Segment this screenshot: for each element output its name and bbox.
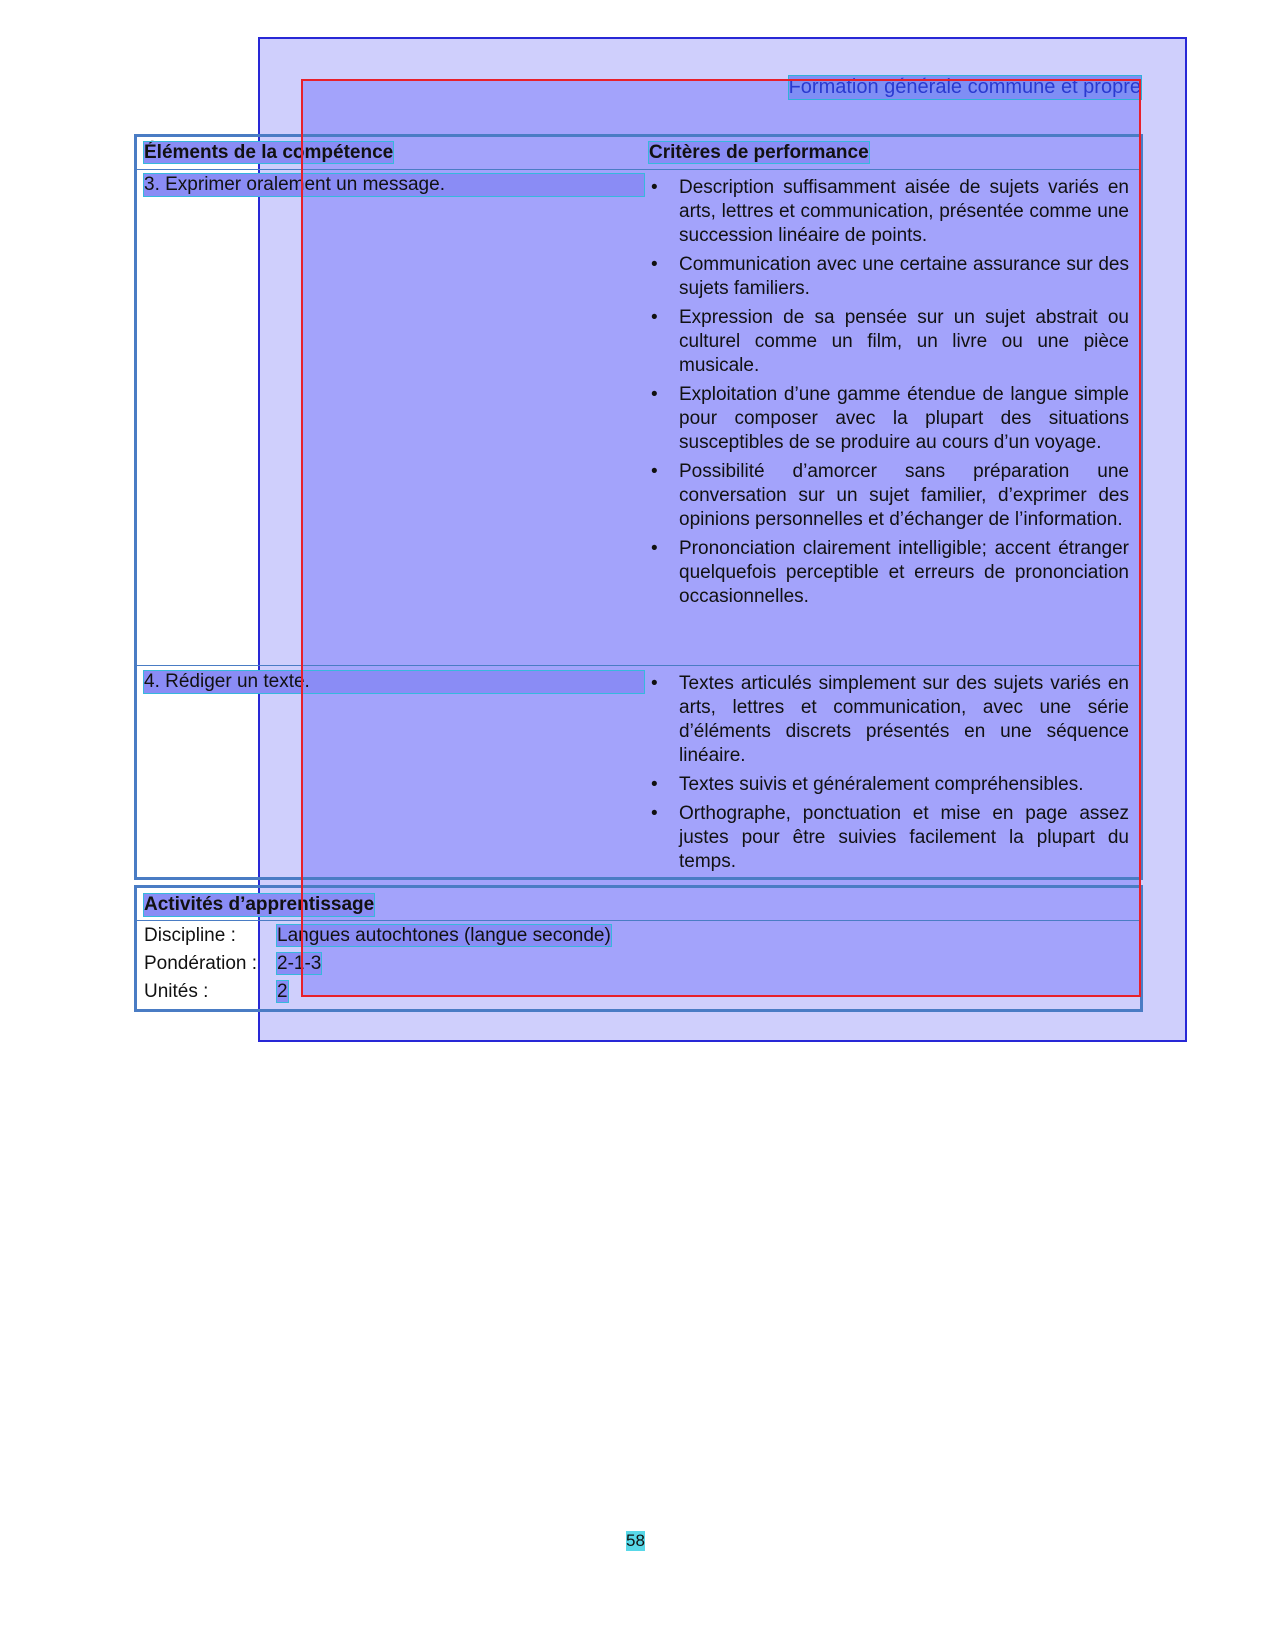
element-text: 4. Rédiger un texte. — [144, 671, 644, 693]
ponderation-label: Pondération : — [144, 953, 258, 974]
criterion-item: • Description suffisamment aisée de sujets variés en arts, lettres et communication, présentée comme une succession linéaire de points. — [649, 176, 1129, 248]
ponderation-value: 2-1-3 — [277, 953, 322, 974]
criterion-item: • Exploitation d’une gamme étendue de langue simple pour composer avec la plupart des situations susceptibles de se produire au cours d’un voyage. — [649, 383, 1129, 455]
unites-label: Unités : — [144, 981, 209, 1002]
unites-row — [144, 981, 288, 1003]
activities-header — [137, 888, 1140, 921]
competence-table — [134, 134, 1143, 880]
table-header-row — [137, 137, 1140, 170]
criterion-item: • Textes suivis et généralement compréhensibles. — [649, 773, 1129, 797]
discipline-label: Discipline : — [144, 925, 236, 946]
table-row — [137, 666, 1140, 880]
ponderation-row — [144, 953, 321, 975]
criteria-list — [649, 672, 1129, 874]
activities-section — [134, 885, 1143, 1012]
activities-title: Activités d’apprentissage — [144, 894, 375, 915]
discipline-value: Langues autochtones (langue seconde) — [277, 925, 611, 946]
page-number: 58 — [626, 1531, 645, 1550]
criteria-list — [649, 176, 1129, 609]
table-row — [137, 170, 1140, 666]
criterion-item: • Expression de sa pensée sur un sujet abstrait ou culturel comme un film, un livre ou une pièce musicale. — [649, 306, 1129, 378]
col-header-criteria: Critères de performance — [649, 142, 869, 163]
criterion-item: • Possibilité d’amorcer sans préparation une conversation sur un sujet familier, d’exprimer des opinions personnelles et d’échanger de l’information. — [649, 460, 1129, 532]
discipline-row — [144, 925, 611, 947]
criterion-item: • Textes articulés simplement sur des sujets variés en arts, lettres et communication, avec une série d’éléments discrets présentés en une séquence linéaire. — [649, 672, 1129, 768]
unites-value: 2 — [277, 981, 288, 1002]
criterion-item: • Orthographe, ponctuation et mise en page assez justes pour être suivies facilement la plupart du temps. — [649, 802, 1129, 874]
criterion-item: • Prononciation clairement intelligible; accent étranger quelquefois perceptible et erreurs de prononciation occasionnelles. — [649, 537, 1129, 609]
running-header: Formation générale commune et propre — [788, 76, 1141, 98]
element-text: 3. Exprimer oralement un message. — [144, 174, 644, 196]
col-header-elements: Éléments de la compétence — [144, 142, 394, 163]
criterion-item: • Communication avec une certaine assurance sur des sujets familiers. — [649, 253, 1129, 301]
